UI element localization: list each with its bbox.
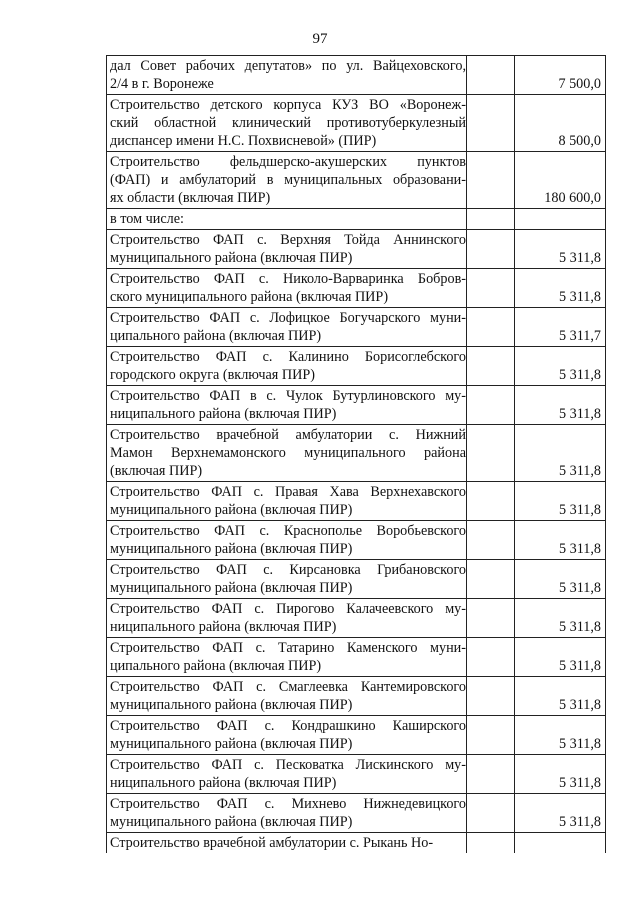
description-line: ского муниципального района (включая ПИР) <box>110 289 389 305</box>
row-description <box>107 209 467 230</box>
row-empty-cell <box>467 230 515 269</box>
table-row <box>107 95 606 152</box>
row-description <box>107 230 467 269</box>
row-empty-cell <box>467 152 515 209</box>
row-amount <box>515 209 606 230</box>
table-row <box>107 425 606 482</box>
description-line: ях области (включая ПИР) <box>110 190 271 206</box>
row-description <box>107 833 467 854</box>
description-line: ниципального района (включая ПИР) <box>110 619 337 635</box>
description-line: Строительство ФАП в с. Чулок Бутурлиновского му- <box>110 388 466 404</box>
row-amount: 5 311,8 <box>515 386 606 425</box>
description-line: (ФАП) и амбулаторий в муниципальных образовани- <box>110 172 466 188</box>
description-line: муниципального района (включая ПИР) <box>110 250 353 266</box>
row-amount: 5 311,7 <box>515 308 606 347</box>
row-description <box>107 386 467 425</box>
description-line: Строительство ФАП с. Верхняя Тойда Аннинского <box>110 232 466 248</box>
description-line: муниципального района (включая ПИР) <box>110 697 353 713</box>
page-number: 97 <box>312 31 328 47</box>
table-row <box>107 347 606 386</box>
description-line: 2/4 в г. Воронеже <box>110 76 214 92</box>
row-description <box>107 482 467 521</box>
budget-table-body <box>107 56 606 854</box>
description-line: (включая ПИР) <box>110 463 203 479</box>
row-empty-cell <box>467 638 515 677</box>
row-empty-cell <box>467 794 515 833</box>
row-empty-cell <box>467 599 515 638</box>
row-description <box>107 95 467 152</box>
table-row <box>107 209 606 230</box>
row-amount: 8 500,0 <box>515 95 606 152</box>
row-description <box>107 638 467 677</box>
table-row <box>107 56 606 95</box>
row-description <box>107 677 467 716</box>
description-line: Строительство ФАП с. Калинино Борисоглебского <box>110 349 466 365</box>
row-empty-cell <box>467 482 515 521</box>
table-row <box>107 269 606 308</box>
description-line: ский областной клинический противотуберкулезный <box>110 115 466 131</box>
description-line: в том числе: <box>110 211 184 227</box>
table-row <box>107 677 606 716</box>
table-row <box>107 599 606 638</box>
table-row <box>107 482 606 521</box>
row-amount: 5 311,8 <box>515 716 606 755</box>
description-line: Строительство ФАП с. Михнево Нижнедевицкого <box>110 796 466 812</box>
description-line: ципального района (включая ПИР) <box>110 328 322 344</box>
row-empty-cell <box>467 425 515 482</box>
description-line: муниципального района (включая ПИР) <box>110 736 353 752</box>
row-amount: 5 311,8 <box>515 794 606 833</box>
description-line: Строительство ФАП с. Кондрашкино Каширского <box>110 718 466 734</box>
description-line: муниципального района (включая ПИР) <box>110 502 353 518</box>
table-row <box>107 230 606 269</box>
row-empty-cell <box>467 386 515 425</box>
description-line: Строительство детского корпуса КУЗ ВО «Воронеж- <box>110 97 466 113</box>
description-line: Строительство ФАП с. Пирогово Калачеевского му- <box>110 601 466 617</box>
description-line: Строительство ФАП с. Правая Хава Верхнехавского <box>110 484 466 500</box>
table-row <box>107 560 606 599</box>
description-line: Строительство врачебной амбулатории с. Нижний <box>110 427 466 443</box>
row-description <box>107 425 467 482</box>
table-row <box>107 833 606 854</box>
description-line: Строительство ФАП с. Николо-Варваринка Бобров- <box>110 271 466 287</box>
row-empty-cell <box>467 269 515 308</box>
table-row <box>107 794 606 833</box>
row-amount: 5 311,8 <box>515 425 606 482</box>
description-line: Строительство врачебной амбулатории с. Рыкань Но- <box>110 835 434 851</box>
row-amount: 5 311,8 <box>515 482 606 521</box>
row-description <box>107 755 467 794</box>
row-empty-cell <box>467 56 515 95</box>
row-amount: 5 311,8 <box>515 638 606 677</box>
description-line: Мамон Верхнемамонского муниципального района <box>110 445 466 461</box>
row-empty-cell <box>467 95 515 152</box>
description-line: муниципального района (включая ПИР) <box>110 541 353 557</box>
row-description <box>107 56 467 95</box>
table-row <box>107 755 606 794</box>
row-empty-cell <box>467 347 515 386</box>
row-amount: 180 600,0 <box>515 152 606 209</box>
description-line: дал Совет рабочих депутатов» по ул. Вайцеховского, <box>110 58 466 74</box>
table-row <box>107 716 606 755</box>
row-empty-cell <box>467 677 515 716</box>
description-line: муниципального района (включая ПИР) <box>110 580 353 596</box>
row-amount: 5 311,8 <box>515 230 606 269</box>
description-line: муниципального района (включая ПИР) <box>110 814 353 830</box>
row-empty-cell <box>467 209 515 230</box>
table-row <box>107 308 606 347</box>
description-line: ципального района (включая ПИР) <box>110 658 322 674</box>
row-amount: 5 311,8 <box>515 599 606 638</box>
description-line: Строительство ФАП с. Кирсановка Грибановского <box>110 562 466 578</box>
row-amount: 5 311,8 <box>515 347 606 386</box>
row-empty-cell <box>467 716 515 755</box>
row-empty-cell <box>467 308 515 347</box>
table-row <box>107 152 606 209</box>
description-line: ниципального района (включая ПИР) <box>110 406 337 422</box>
row-description <box>107 308 467 347</box>
description-line: Строительство ФАП с. Песковатка Лискинского му- <box>110 757 466 773</box>
budget-table <box>106 55 606 853</box>
row-description <box>107 794 467 833</box>
description-line: Строительство ФАП с. Лофицкое Богучарского муни- <box>110 310 466 326</box>
row-amount: 5 311,8 <box>515 560 606 599</box>
description-line: Строительство ФАП с. Смаглеевка Кантемировского <box>110 679 466 695</box>
description-line: диспансер имени Н.С. Похвисневой» (ПИР) <box>110 133 377 149</box>
row-empty-cell <box>467 560 515 599</box>
row-amount: 5 311,8 <box>515 521 606 560</box>
table-row <box>107 386 606 425</box>
row-amount: 5 311,8 <box>515 269 606 308</box>
table-row <box>107 521 606 560</box>
row-empty-cell <box>467 755 515 794</box>
row-description <box>107 560 467 599</box>
row-empty-cell <box>467 833 515 854</box>
row-amount: 5 311,8 <box>515 755 606 794</box>
row-description <box>107 599 467 638</box>
row-amount: 5 311,8 <box>515 677 606 716</box>
row-empty-cell <box>467 521 515 560</box>
description-line: Строительство ФАП с. Татарино Каменского муни- <box>110 640 466 656</box>
table-row <box>107 638 606 677</box>
row-description <box>107 269 467 308</box>
description-line: Строительство ФАП с. Краснополье Воробьевского <box>110 523 466 539</box>
row-amount <box>515 833 606 854</box>
row-description <box>107 152 467 209</box>
description-line: Строительство фельдшерско-акушерских пунктов <box>110 154 466 170</box>
row-description <box>107 521 467 560</box>
description-line: городского округа (включая ПИР) <box>110 367 315 383</box>
row-amount: 7 500,0 <box>515 56 606 95</box>
description-line: ниципального района (включая ПИР) <box>110 775 337 791</box>
row-description <box>107 347 467 386</box>
row-description <box>107 716 467 755</box>
